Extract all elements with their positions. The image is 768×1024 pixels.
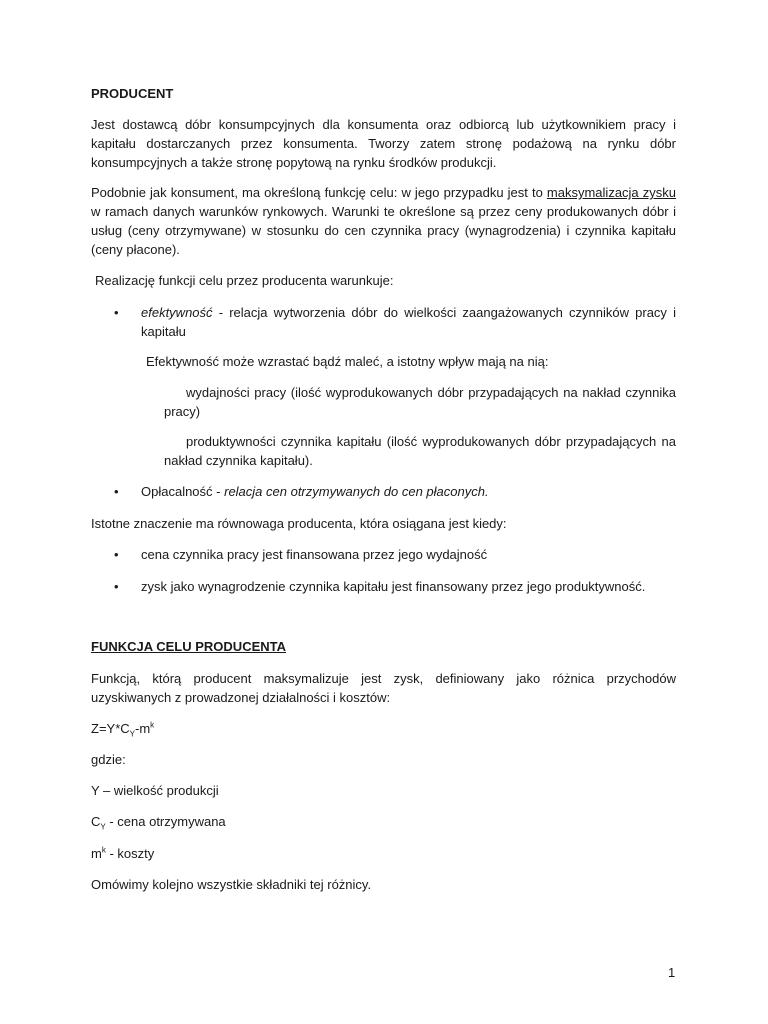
heading-funkcja-celu: FUNKCJA CELU PRODUCENTA bbox=[91, 639, 286, 654]
bullet-oplacalnosc bbox=[91, 482, 676, 501]
efficiency-intro: Efektywność może wzrastać bądź maleć, a istotny wpływ mają na nią: bbox=[146, 354, 549, 369]
formula-sup: k bbox=[150, 720, 155, 730]
bullet-labor-price-text: cena czynnika pracy jest finansowana przez jego wydajność bbox=[141, 547, 488, 562]
formula-main: Z=Y*C bbox=[91, 721, 130, 736]
definition-c bbox=[91, 812, 226, 831]
definition-y: Y – wielkość produkcji bbox=[91, 783, 219, 798]
definition-m-sup: k bbox=[101, 845, 106, 855]
bullet-labor-price bbox=[91, 545, 676, 564]
paragraph-intro: Jest dostawcą dóbr konsumpcyjnych dla konsumenta oraz odbiorcą lub użytkownikiem pracy i kapitału dostarczanych przez konsumenta. Tworzy zatem stronę podażową na rynku dóbr konsumpcyjnych a także stronę popytową na rynku środków produkcji. bbox=[91, 117, 676, 170]
bullet-dot: • bbox=[114, 579, 119, 594]
bullet-efektywnosc-text: - relacja wytworzenia dóbr do wielkości zaangażowanych czynników pracy i kapitału bbox=[141, 305, 676, 339]
definition-c-text: - cena otrzymywana bbox=[105, 814, 226, 829]
bullet-separator: - bbox=[212, 484, 225, 499]
bullet-oplacalnosc-text: relacja cen otrzymywanych do cen płaconych. bbox=[224, 484, 489, 499]
bullet-profit bbox=[91, 577, 676, 596]
label-gdzie: gdzie: bbox=[91, 752, 126, 767]
heading-producent: PRODUCENT bbox=[91, 86, 174, 101]
bullet-dot: • bbox=[114, 305, 119, 320]
paragraph-goal-a: Podobnie jak konsument, ma określoną funkcję celu: w jego przypadku jest to bbox=[91, 185, 547, 200]
formula-sub: Y bbox=[129, 729, 135, 739]
bullet-dot: • bbox=[114, 547, 119, 562]
term-efektywnosc: efektywność bbox=[141, 305, 213, 320]
definition-c-main: C bbox=[91, 814, 101, 829]
bullet-profit-text: zysk jako wynagrodzenie czynnika kapitału jest finansowany przez jego produktywność. bbox=[141, 579, 646, 594]
definition-c-sub: Y bbox=[100, 822, 106, 832]
bullet-efektywnosc bbox=[91, 303, 676, 341]
paragraph-function: Funkcją, którą producent maksymalizuje jest zysk, definiowany jako różnica przychodów uzyskiwanych z prowadzonej działalności i kosztów: bbox=[91, 671, 676, 705]
formula-mid: -m bbox=[135, 721, 151, 736]
paragraph-closing: Omówimy kolejno wszystkie składniki tej różnicy. bbox=[91, 877, 372, 892]
formula bbox=[91, 719, 154, 738]
definition-m bbox=[91, 844, 154, 863]
bullet-dot: • bbox=[114, 484, 119, 499]
paragraph-equilibrium: Istotne znaczenie ma równowaga producenta, która osiągana jest kiedy: bbox=[91, 516, 507, 531]
term-oplacalnosc: Opłacalność bbox=[141, 484, 213, 499]
efficiency-labor: wydajności pracy (ilość wyprodukowanych dóbr przypadających na nakład czynnika pracy) bbox=[164, 385, 676, 419]
page-number: 1 bbox=[668, 965, 676, 980]
definition-m-text: - koszty bbox=[105, 846, 155, 861]
paragraph-goal-underlined: maksymalizacja zysku bbox=[546, 185, 676, 200]
paragraph-goal bbox=[91, 183, 676, 259]
paragraph-conditions: Realizację funkcji celu przez producenta warunkuje: bbox=[95, 273, 394, 288]
efficiency-capital: produktywności czynnika kapitału (ilość wyprodukowanych dóbr przypadających na nakład czynnika kapitału). bbox=[164, 434, 676, 468]
definition-m-main: m bbox=[91, 846, 102, 861]
paragraph-goal-b: w ramach danych warunków rynkowych. Warunki te określone są przez ceny produkowanych dóbr i usług (ceny otrzymywane) w stosunku do cen czynnika pracy (wynagrodzenia) i czynnika kapitału (ceny płacone). bbox=[91, 204, 676, 257]
